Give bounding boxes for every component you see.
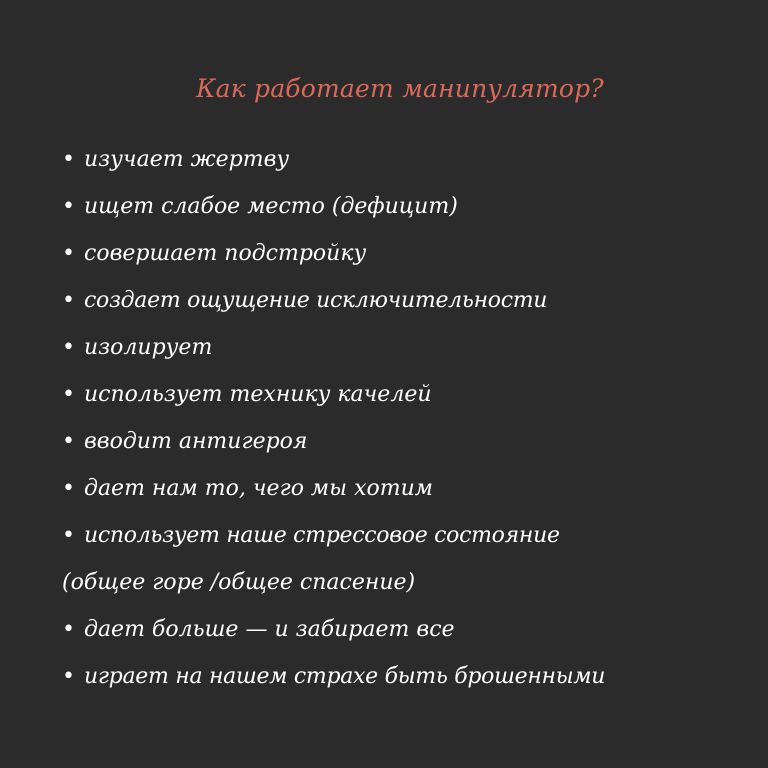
list-item-text: играет на нашем страхе быть брошенными [84, 664, 606, 689]
list-item [62, 187, 605, 234]
list-item-text: дает нам то, чего мы хотим [84, 476, 434, 501]
list-item [62, 516, 605, 563]
list-item-text: изучает жертву [84, 147, 290, 172]
list-item [62, 657, 605, 704]
bullet-icon: • [62, 664, 75, 689]
bullet-icon: • [62, 147, 75, 172]
manipulation-steps-list [62, 140, 605, 704]
list-item-text: ищет слабое место (дефицит) [84, 194, 458, 219]
bullet-icon: • [62, 617, 75, 642]
bullet-icon: • [62, 523, 75, 548]
page-title: Как работает манипулятор? [196, 74, 604, 103]
bullet-icon: • [62, 382, 75, 407]
bullet-icon: • [62, 335, 75, 360]
list-item [62, 610, 605, 657]
list-item [62, 281, 605, 328]
list-item [62, 328, 605, 375]
list-item-text: совершает подстройку [84, 241, 367, 266]
bullet-icon: • [62, 241, 75, 266]
list-item-text: создает ощущение исключительности [84, 288, 548, 313]
list-item [62, 422, 605, 469]
list-item-continuation [62, 563, 605, 610]
list-item [62, 234, 605, 281]
bullet-icon: • [62, 429, 75, 454]
bullet-icon: • [62, 194, 75, 219]
list-item [62, 469, 605, 516]
bullet-icon: • [62, 288, 75, 313]
list-item [62, 375, 605, 422]
bullet-icon: • [62, 476, 75, 501]
list-item-text: (общее горе /общее спасение) [62, 570, 416, 595]
list-item-text: дает больше — и забирает все [84, 617, 455, 642]
list-item-text: изолирует [84, 335, 213, 360]
list-item [62, 140, 605, 187]
list-item-text: использует наше стрессовое состояние [84, 523, 560, 548]
list-item-text: вводит антигероя [84, 429, 308, 454]
list-item-text: использует технику качелей [84, 382, 432, 407]
